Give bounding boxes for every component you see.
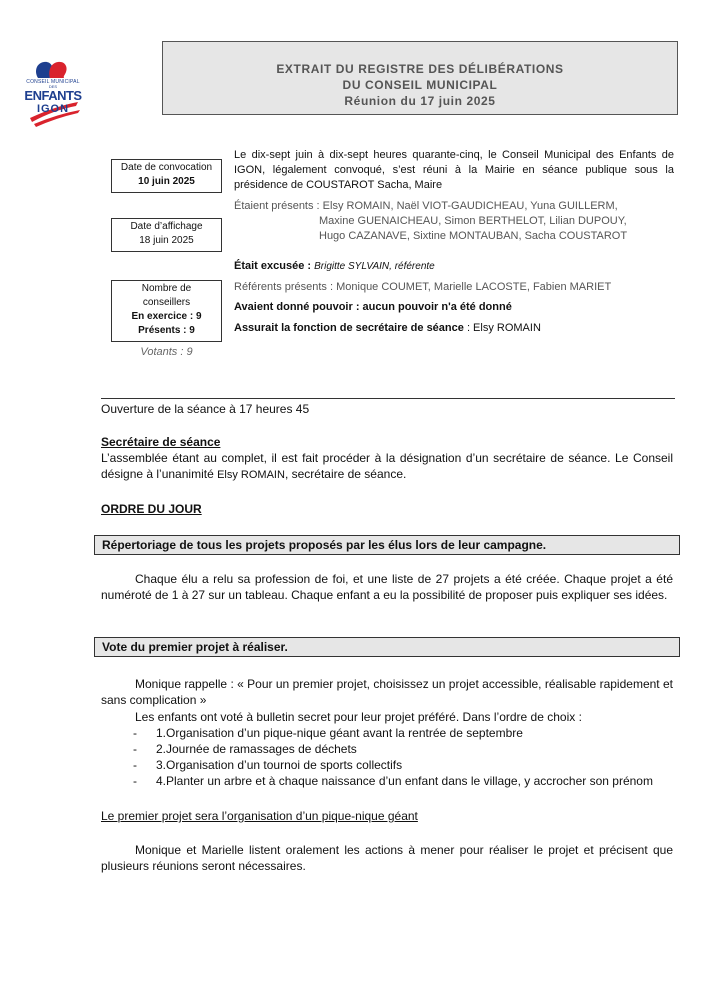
presents-line-1: Étaient présents : Elsy ROMAIN, Naël VIOT-GAUDICHEAU, Yuna GUILLERM,	[234, 200, 618, 212]
quote-paragraph: Monique rappelle : « Pour un premier projet, choisissez un projet accessible, réalisable rapidement et sans complication »	[101, 677, 673, 707]
presents-line-3: Hugo CAZANAVE, Sixtine MONTAUBAN, Sacha COUSTAROT	[319, 230, 628, 242]
final-paragraph: Monique et Marielle listent oralement les actions à mener pour réaliser le projet et précisent que plusieurs réunions seront nécessaires.	[101, 843, 673, 873]
conseillers-label-1: Nombre de	[141, 283, 192, 294]
pouvoir-line: Avaient donné pouvoir : aucun pouvoir n'a été donné	[234, 301, 512, 313]
list-item: - 1.Organisation d’un pique-nique géant avant la rentrée de septembre	[133, 726, 523, 740]
secretaire-name: : Elsy ROMAIN	[466, 322, 541, 334]
logo-lettering: CONSEIL MUNICIPAL DES ENFANTS IGON	[24, 79, 82, 115]
list-item: - 3.Organisation d’un tournoi de sports collectifs	[133, 758, 403, 772]
section-1-text: Chaque élu a relu sa profession de foi, et une liste de 27 projets a été créée. Chaque projet a été numéroté de 1 à 27 sur un tableau. Chaque enfant a eu la possibilité de proposer puis expliquer ses idées.	[101, 572, 673, 602]
affichage-date: 18 juin 2025	[139, 235, 194, 246]
council-logo	[16, 58, 90, 128]
referents-line: Référents présents : Monique COUMET, Marielle LACOSTE, Fabien MARIET	[234, 281, 612, 293]
session-intro: Le dix-sept juin à dix-sept heures quarante-cinq, le Conseil Municipal des Enfants de IGON, légalement convoqué, s’est réuni à la Mairie en séance publique sous la présidence de COUSTAROT Sacha, Maire	[234, 149, 674, 191]
choices-list	[101, 725, 673, 789]
excused-name: Brigitte SYLVAIN, référente	[314, 261, 435, 272]
presents-count: Présents : 9	[138, 325, 195, 336]
ouverture-line: Ouverture de la séance à 17 heures 45	[101, 402, 310, 416]
vote-intro: Les enfants ont voté à bulletin secret pour leur projet préféré. Dans l’ordre de choix :	[135, 710, 582, 724]
convocation-label: Date de convocation	[120, 162, 213, 173]
result-title: Le premier projet sera l’organisation d’un pique-nique géant	[101, 809, 418, 823]
en-exercice: En exercice : 9	[131, 311, 202, 322]
presents-list	[234, 199, 674, 244]
secretaire-title: Secrétaire de séance	[101, 435, 221, 449]
header-line-2: DU CONSEIL MUNICIPAL	[342, 78, 498, 92]
secretaire-text: L’assemblée étant au complet, il est fait procéder à la désignation d’un secrétaire de séance. Le Conseil désigne à l’unanimité Elsy ROMAIN, secrétaire de séance.	[101, 451, 673, 481]
affichage-box	[111, 218, 222, 252]
secretaire-designated: Elsy ROMAIN	[217, 469, 285, 481]
list-item: - 2.Journée de ramassages de déchets	[133, 742, 357, 756]
affichage-label: Date d’affichage	[130, 221, 203, 232]
separator-line	[101, 398, 675, 399]
section-2-title: Vote du premier projet à réaliser.	[94, 637, 680, 657]
conseillers-label-2: conseillers	[142, 297, 191, 308]
presents-line-2: Maxine GUENAICHEAU, Simon BERTHELOT, Lilian DUPOUY,	[319, 215, 627, 227]
secretaire-section	[101, 434, 673, 483]
convocation-date: 10 juin 2025	[138, 176, 195, 187]
excused-label: Était excusée :	[234, 260, 312, 272]
excused-line	[234, 259, 674, 274]
secretaire-label: Assurait la fonction de secrétaire de séance	[234, 322, 464, 334]
section-1-title: Répertoriage de tous les projets proposés par les élus lors de leur campagne.	[94, 535, 680, 555]
header-line-3: Réunion du 17 juin 2025	[344, 94, 496, 108]
ordre-du-jour-title: ORDRE DU JOUR	[101, 502, 202, 516]
list-item: - 4.Planter un arbre et à chaque naissance d’un enfant dans le village, y accrocher son prénom	[133, 774, 653, 788]
conseillers-box	[111, 280, 222, 342]
document-header	[162, 41, 678, 115]
convocation-box	[111, 159, 222, 193]
header-line-1: EXTRAIT DU REGISTRE DES DÉLIBÉRATIONS	[276, 62, 564, 76]
secretaire-line	[234, 321, 674, 336]
votants-count: Votants : 9	[140, 346, 193, 358]
